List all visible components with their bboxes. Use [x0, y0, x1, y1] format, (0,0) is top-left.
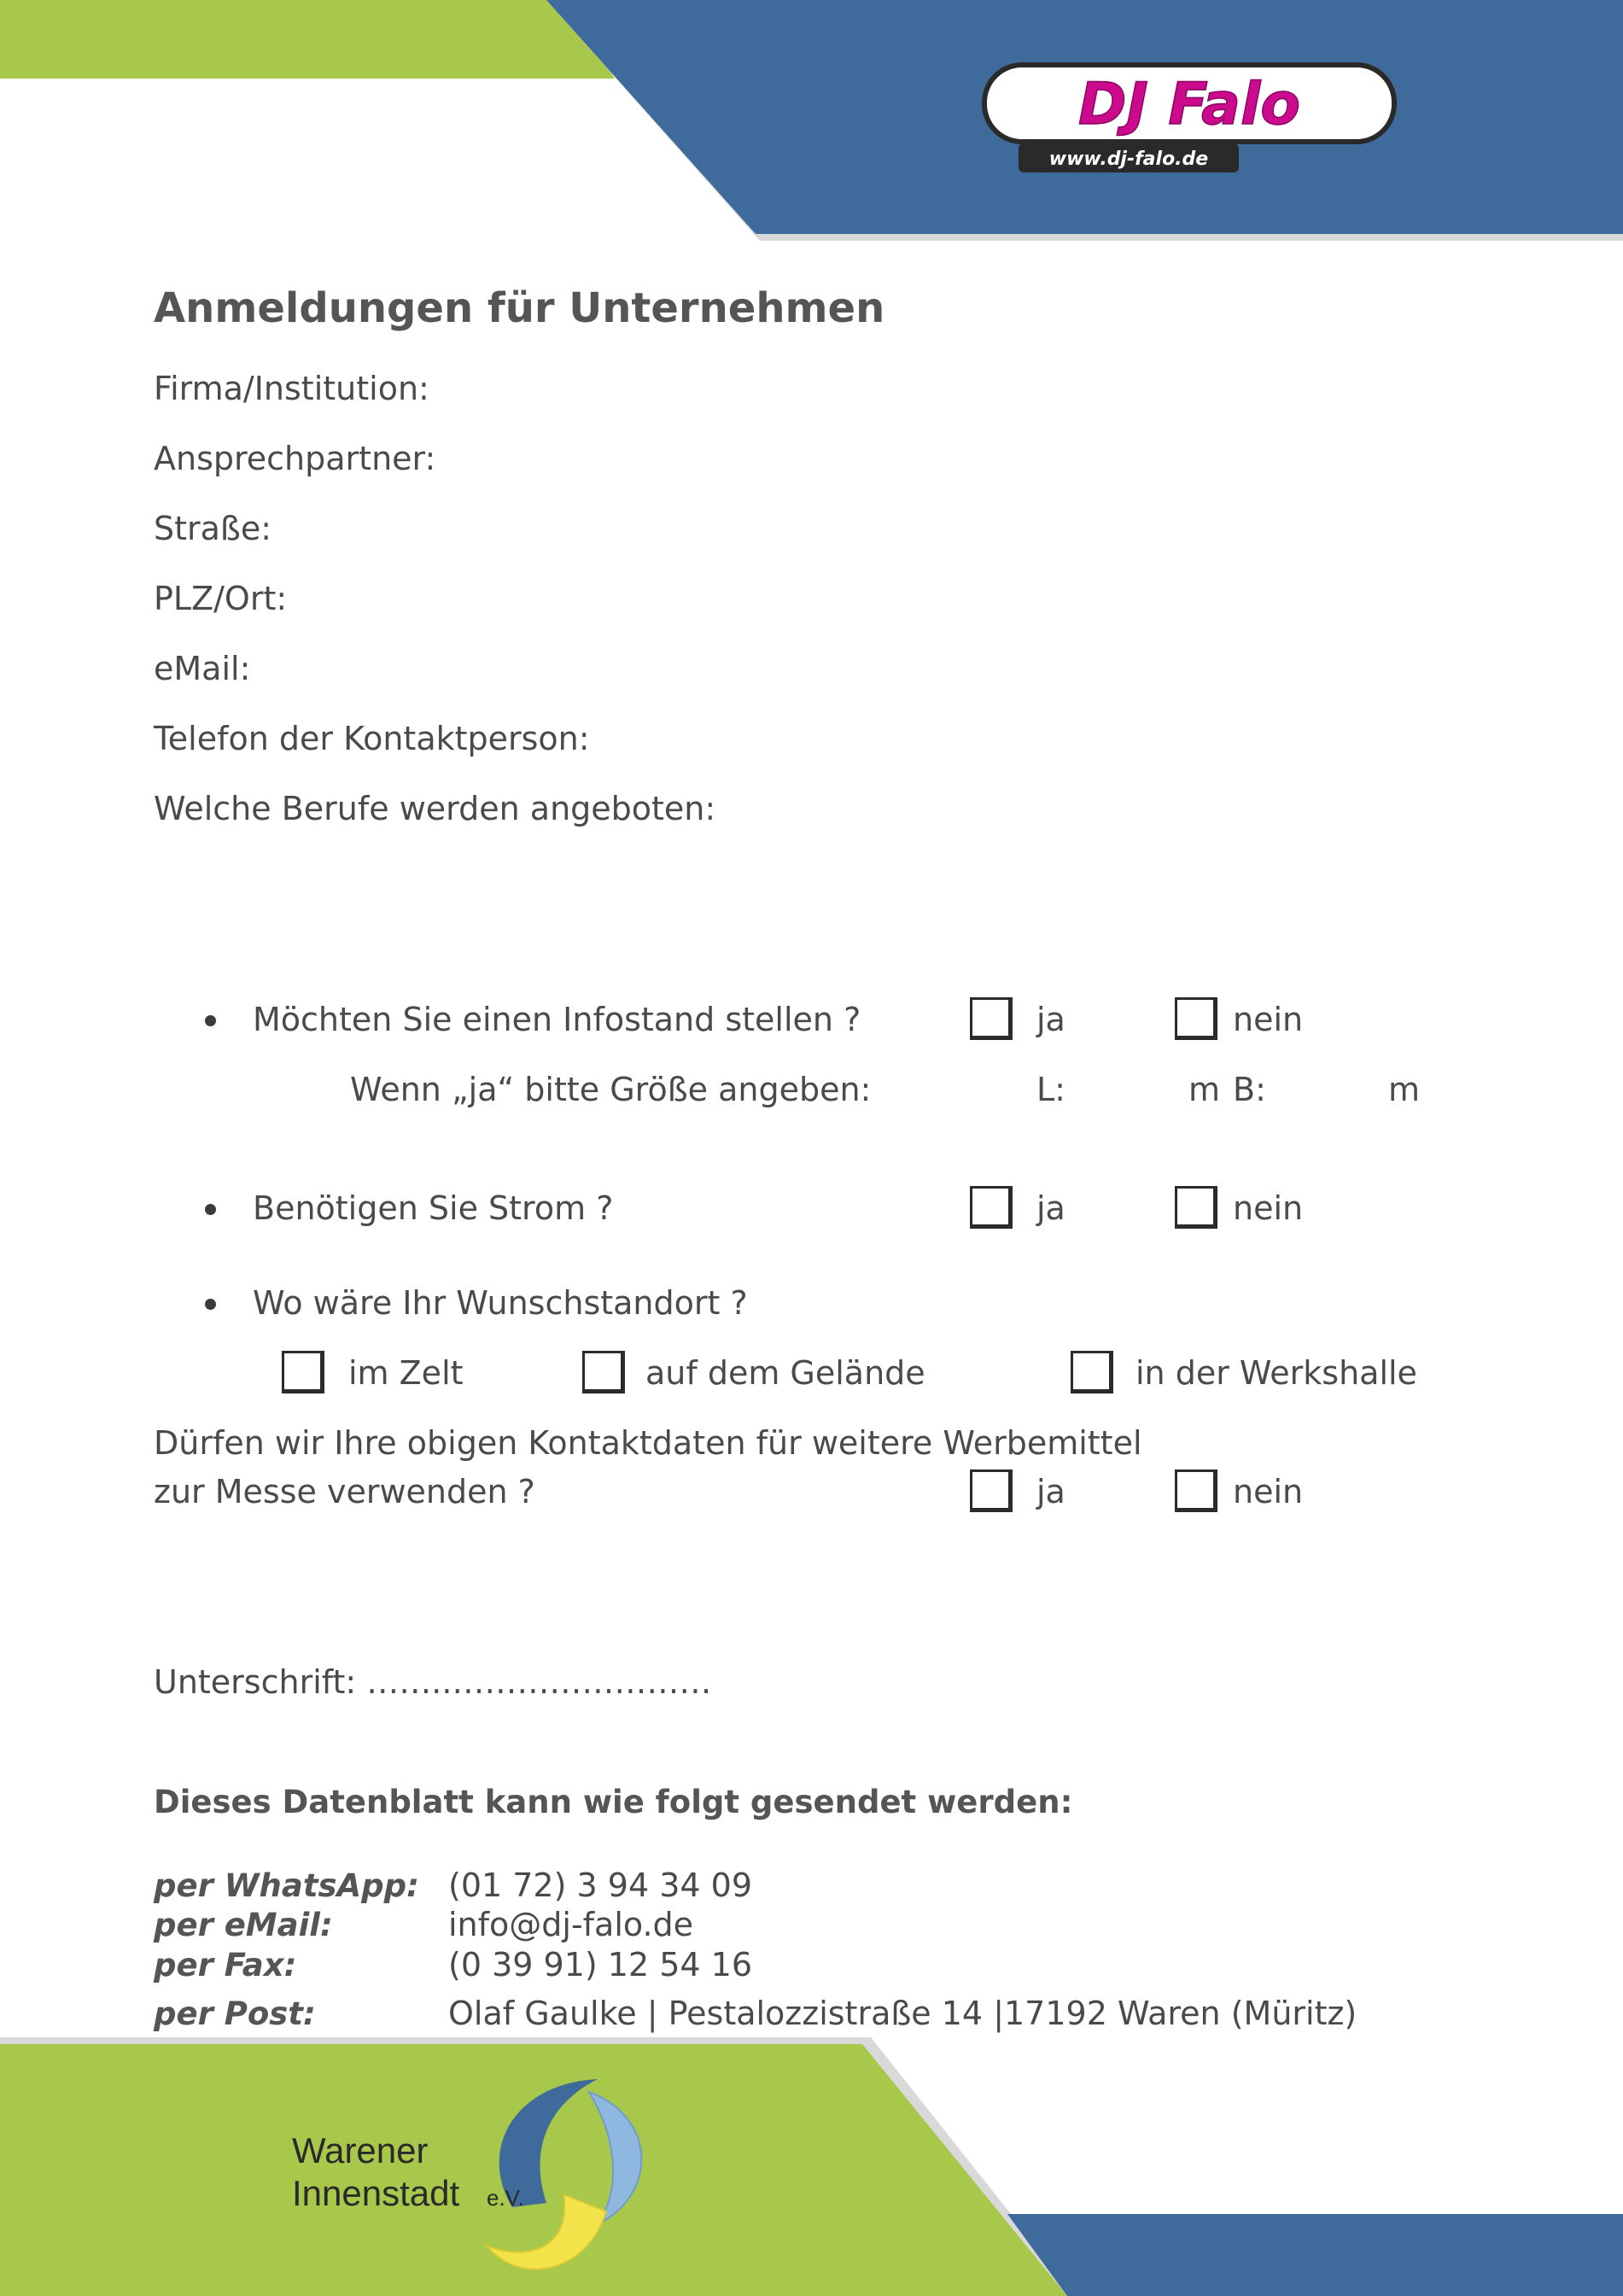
kontakt-nein-label: nein	[1233, 1473, 1304, 1510]
infostand-ja-label: ja	[1036, 1001, 1065, 1038]
bullet-standort	[205, 1299, 216, 1310]
size-length-unit: m	[1188, 1071, 1221, 1108]
infostand-ja-checkbox[interactable]	[970, 997, 1013, 1040]
size-prompt: Wenn „ja“ bitte Größe angeben:	[350, 1071, 872, 1108]
question-infostand: Möchten Sie einen Infostand stellen ?	[253, 1001, 861, 1038]
logo-text: DJ Falo	[1078, 71, 1300, 138]
standort-werkshalle-label: in der Werkshalle	[1136, 1354, 1417, 1392]
strom-ja-label: ja	[1036, 1189, 1065, 1227]
kontakt-nein-checkbox[interactable]	[1175, 1469, 1217, 1512]
send-fax-label: per Fax:	[154, 1947, 297, 1983]
header-banner	[0, 0, 1623, 256]
standort-gelaende-label: auf dem Gelände	[645, 1354, 925, 1392]
org-suffix: e.V.	[487, 2185, 524, 2211]
kontakt-ja-label: ja	[1036, 1473, 1065, 1510]
kontakt-ja-checkbox[interactable]	[970, 1469, 1013, 1512]
question-kontakt-line2: zur Messe verwenden ?	[154, 1473, 535, 1510]
strom-nein-label: nein	[1233, 1189, 1304, 1227]
field-telefon-label: Telefon der Kontaktperson:	[154, 720, 590, 757]
standort-gelaende-checkbox[interactable]	[582, 1351, 625, 1393]
send-heading: Dieses Datenblatt kann wie folgt gesendet werden:	[154, 1784, 1073, 1820]
send-post-label: per Post:	[154, 1995, 316, 2032]
field-berufe-label: Welche Berufe werden angeboten:	[154, 790, 716, 827]
bullet-infostand	[205, 1015, 216, 1026]
question-strom: Benötigen Sie Strom ?	[253, 1189, 614, 1227]
size-width-unit: m	[1388, 1071, 1421, 1108]
bullet-strom	[205, 1204, 216, 1215]
field-email-label: eMail:	[154, 650, 251, 687]
send-email-value[interactable]: info@dj-falo.de	[448, 1906, 694, 1943]
question-standort: Wo wäre Ihr Wunschstandort ?	[253, 1284, 748, 1322]
infostand-nein-checkbox[interactable]	[1175, 997, 1217, 1040]
field-strasse-label: Straße:	[154, 510, 272, 547]
footer-banner	[0, 2032, 1623, 2296]
standort-zelt-label: im Zelt	[348, 1354, 464, 1392]
strom-ja-checkbox[interactable]	[970, 1186, 1013, 1229]
field-firma-label: Firma/Institution:	[154, 370, 429, 407]
logo-url: www.dj-falo.de	[1048, 149, 1209, 170]
header-green-band	[0, 0, 615, 79]
signature-line: Unterschrift: ……..……………………	[154, 1663, 712, 1701]
strom-nein-checkbox[interactable]	[1175, 1186, 1217, 1229]
footer-blue-band	[1007, 2214, 1623, 2296]
field-ansprechpartner-label: Ansprechpartner:	[154, 440, 436, 477]
field-plz-ort-label: PLZ/Ort:	[154, 580, 288, 617]
size-width-label: B:	[1233, 1071, 1266, 1108]
size-length-label: L:	[1036, 1071, 1065, 1108]
send-fax-value: (0 39 91) 12 54 16	[448, 1946, 752, 1983]
send-post-value: Olaf Gaulke | Pestalozzistraße 14 |17192 Waren (Müritz)	[448, 1995, 1357, 2032]
send-whatsapp-value: (01 72) 3 94 34 09	[448, 1867, 752, 1904]
org-line2: Innenstadt	[292, 2173, 460, 2213]
infostand-nein-label: nein	[1233, 1001, 1304, 1038]
standort-zelt-checkbox[interactable]	[282, 1351, 324, 1393]
send-email-label: per eMail:	[154, 1907, 333, 1943]
standort-werkshalle-checkbox[interactable]	[1071, 1351, 1113, 1393]
question-kontakt-line1: Dürfen wir Ihre obigen Kontaktdaten für weitere Werbemittel	[154, 1424, 1142, 1462]
page-title: Anmeldungen für Unternehmen	[154, 284, 885, 332]
send-whatsapp-label: per WhatsApp:	[154, 1867, 419, 1904]
org-line1: Warener	[292, 2130, 429, 2170]
